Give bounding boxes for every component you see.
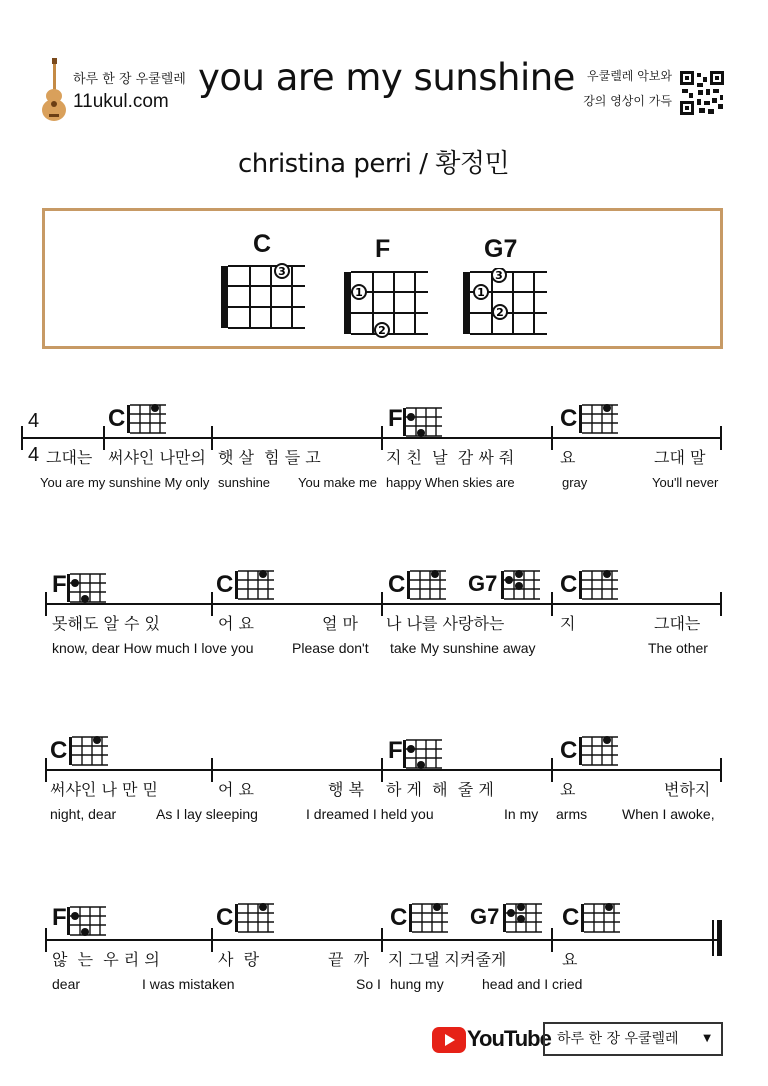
time-signature-top: 4: [28, 410, 40, 432]
lyric-en: Please don't: [292, 640, 369, 656]
chord-symbol: C: [108, 405, 126, 432]
lyric-en: gray: [562, 475, 588, 490]
chord-symbol: C: [562, 904, 580, 931]
youtube-wordmark[interactable]: YouTube: [467, 1026, 551, 1051]
chord-symbol: F: [52, 571, 67, 598]
lyric-ko: 행 복: [328, 780, 364, 799]
brand-name: 하루 한 장 우쿨렐레: [73, 72, 186, 87]
lyric-en: I was mistaken: [142, 976, 235, 992]
chord-symbol: C: [560, 737, 578, 764]
lyric-ko: 요: [562, 950, 578, 969]
chord-symbol: C: [390, 904, 408, 931]
lyric-ko: 어 요: [218, 614, 254, 633]
mini-chord-g7-icon: [502, 901, 546, 935]
svg-text:1: 1: [355, 286, 363, 299]
lyric-ko: 써샤인 나 만 믿: [50, 780, 158, 799]
mini-chord-c-icon: [68, 734, 112, 768]
lyric-ko: 지 그댈 지켜줄게: [388, 950, 507, 969]
lyric-ko: 하 게 해 줄 게: [386, 780, 494, 799]
mini-chord-c-icon: [408, 901, 452, 935]
chord-symbol: G7: [470, 904, 500, 929]
qr-code-icon[interactable]: [680, 71, 724, 115]
chord-symbol: F: [52, 904, 67, 931]
time-signature-bottom: 4: [28, 444, 40, 466]
mini-chord-g7-icon: [500, 568, 544, 602]
chord-symbol: C: [50, 737, 68, 764]
lyric-ko: 요: [560, 780, 576, 799]
mini-chord-f-icon: [66, 571, 110, 605]
lyric-en: head and I cried: [482, 976, 583, 992]
svg-text:2: 2: [496, 306, 504, 319]
mini-chord-c-icon: [126, 402, 170, 436]
mini-chord-c-icon: [578, 734, 622, 768]
lyric-ko: 그대는: [46, 448, 93, 467]
chord-symbol: F: [388, 405, 403, 432]
chord-symbol: G7: [468, 571, 498, 596]
lyric-en: sunshine: [218, 475, 271, 490]
lyric-ko: 어 요: [218, 780, 254, 799]
lyric-en: You'll never: [652, 475, 719, 490]
lyric-ko: 그대 말: [654, 448, 706, 467]
chord-symbol: C: [388, 571, 406, 598]
lyric-ko: 얼 마: [322, 614, 358, 633]
lyric-ko: 햇 살 힘 들 고: [218, 448, 321, 467]
channel-select[interactable]: [543, 1022, 723, 1056]
svg-text:3: 3: [495, 269, 503, 282]
chord-name-g7: G7: [484, 235, 518, 263]
lyric-ko: 끝 까: [328, 950, 370, 969]
lyric-en: You make me: [298, 475, 378, 490]
mini-chord-c-icon: [578, 568, 622, 602]
youtube-play-icon[interactable]: [432, 1027, 466, 1053]
lyric-en: know, dear How much I love you: [52, 640, 254, 656]
lyric-ko: 못해도 알 수 있: [52, 614, 160, 633]
chord-symbol: C: [216, 904, 234, 931]
mini-chord-c-icon: [406, 568, 450, 602]
song-artist: christina perri / 황정민: [238, 149, 510, 179]
chord-diagram-c: [215, 262, 315, 334]
mini-chord-f-icon: [402, 737, 446, 771]
lyric-en: When I awoke,: [622, 806, 715, 822]
dropdown-arrow-icon: ▼: [703, 1033, 711, 1044]
chord-diagram-f: [338, 268, 438, 340]
chord-symbol: F: [388, 737, 403, 764]
lyric-en: So I: [356, 976, 381, 992]
lyric-en: hung my: [390, 976, 444, 992]
channel-select-value: 하루 한 장 우쿨렐레: [557, 1031, 679, 1047]
lyric-ko: 지 친 날 감 싸 줘: [386, 448, 515, 467]
lyric-ko: 사 랑: [218, 950, 260, 969]
chord-name-f: F: [375, 235, 391, 263]
chord-symbol: C: [560, 571, 578, 598]
svg-text:1: 1: [477, 286, 485, 299]
svg-text:2: 2: [378, 324, 386, 337]
lyric-ko: 지: [560, 614, 576, 633]
lyric-ko: 그대는: [654, 614, 701, 633]
chord-symbol: C: [216, 571, 234, 598]
lyric-en: arms: [556, 806, 588, 822]
lyric-en: The other: [648, 640, 708, 656]
lyric-ko: 써샤인 나만의: [108, 448, 206, 467]
lyric-en: You are my sunshine My only: [40, 475, 210, 490]
brand-url[interactable]: 11ukul.com: [73, 91, 169, 112]
lyric-en: In my: [504, 806, 539, 822]
mini-chord-f-icon: [66, 904, 110, 938]
mini-chord-c-icon: [580, 901, 624, 935]
lyric-en: happy When skies are: [386, 475, 515, 490]
mini-chord-f-icon: [402, 405, 446, 439]
chord-diagram-g7: [457, 268, 557, 340]
song-title: you are my sunshine: [198, 56, 575, 99]
mini-chord-c-icon: [234, 568, 278, 602]
lyric-en: I dreamed I held you: [306, 806, 434, 822]
svg-text:3: 3: [278, 265, 286, 278]
lyric-en: take My sunshine away: [390, 640, 536, 656]
ukulele-logo-icon: [38, 56, 70, 122]
lyric-ko: 요: [560, 448, 576, 467]
mini-chord-c-icon: [578, 402, 622, 436]
lyric-en: As I lay sleeping: [156, 806, 258, 822]
chord-name-c: C: [253, 230, 272, 258]
mini-chord-c-icon: [234, 901, 278, 935]
qr-caption-line-1: 우쿨렐레 악보와: [587, 69, 672, 83]
chord-symbol: C: [560, 405, 578, 432]
qr-caption-line-2: 강의 영상이 가득: [583, 94, 672, 108]
lyric-en: dear: [52, 976, 81, 992]
lyric-ko: 나 나를 사랑하는: [386, 614, 505, 633]
lyric-ko: 변하지: [664, 780, 711, 799]
lyric-ko: 않 는 우 리 의: [52, 950, 160, 969]
lyric-en: night, dear: [50, 806, 117, 822]
